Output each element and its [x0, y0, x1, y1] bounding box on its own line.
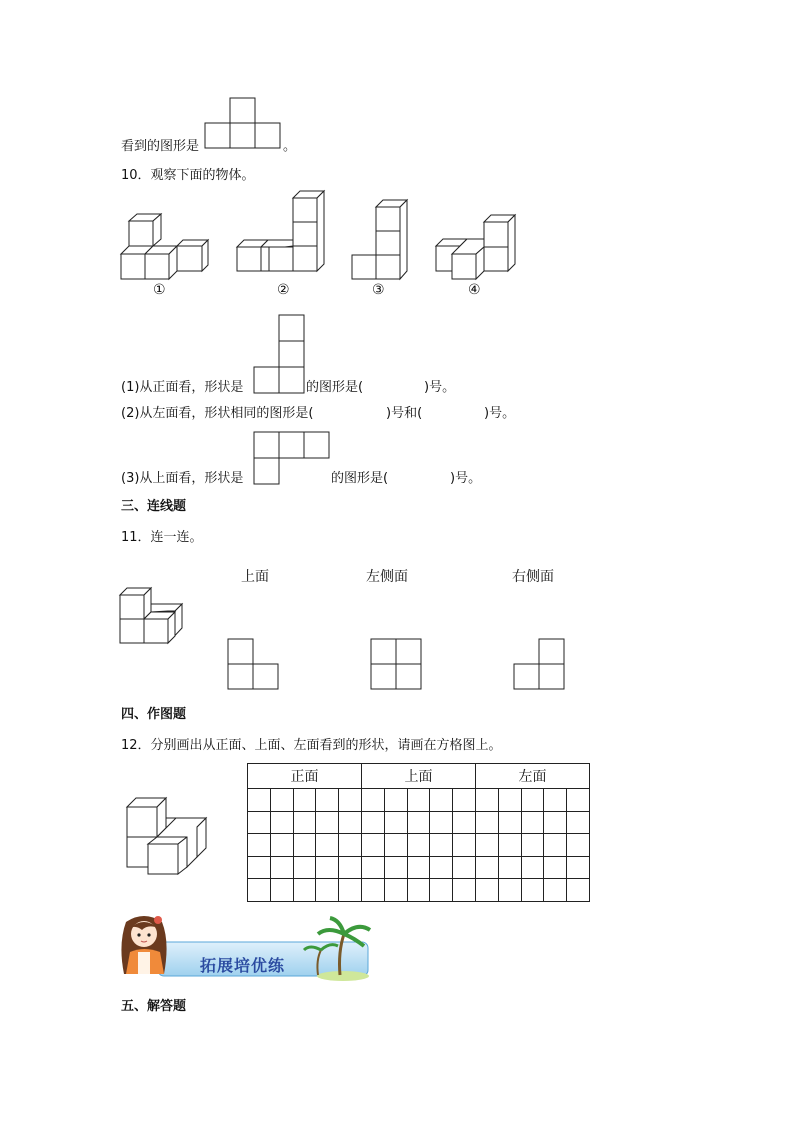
answer-line-suffix: 。	[283, 139, 297, 154]
object-2-cubes	[234, 189, 329, 281]
q10-sub1-suffix: 的图形是(	[306, 380, 364, 395]
q11-view-shape-2	[370, 638, 424, 692]
grid-row	[248, 789, 590, 812]
question-12-title: 12．分别画出从正面、上面、左面看到的形状，请画在方格图上。	[121, 738, 502, 753]
top-view-shape-q10-3	[253, 431, 333, 487]
object-4-cubes	[434, 213, 520, 281]
q11-header-right: 右侧面	[512, 569, 554, 585]
q10-sub3-suffix: 的图形是(	[331, 471, 389, 486]
q11-object-cubes	[118, 585, 188, 645]
front-view-shape-q10-1	[253, 314, 309, 396]
q10-sub2-end: )号。	[484, 406, 516, 421]
front-view-shape-top	[204, 97, 284, 151]
section-4-heading: 四、作图题	[121, 707, 187, 722]
q12-object-cubes	[124, 796, 210, 878]
q10-sub2-prefix: (2)从左面看，形状相同的图形是(	[121, 406, 314, 421]
grid-header-left: 左面	[475, 764, 589, 789]
grid-header-front: 正面	[248, 764, 362, 789]
question-10-title: 10．观察下面的物体。	[121, 168, 255, 183]
q11-header-left: 左侧面	[366, 569, 408, 585]
q10-sub3-prefix: (3)从上面看，形状是	[121, 471, 244, 486]
q10-sub1-end: )号。	[424, 380, 456, 395]
grid-row	[248, 856, 590, 879]
object-1-label: ①	[153, 282, 166, 298]
grid-row	[248, 811, 590, 834]
section-5-heading: 五、解答题	[121, 999, 187, 1014]
object-1-cubes	[118, 213, 213, 281]
q11-view-shape-3	[513, 638, 567, 692]
q11-view-shape-1	[227, 638, 281, 692]
object-2-label: ②	[277, 282, 290, 298]
q12-drawing-grid[interactable]	[247, 763, 590, 902]
grid-row	[248, 834, 590, 857]
section-3-heading: 三、连线题	[121, 499, 187, 514]
q10-sub1-prefix: (1)从正面看，形状是	[121, 380, 244, 395]
extension-banner-title: 拓展培优练	[200, 956, 286, 975]
object-3-cubes	[350, 197, 412, 281]
q10-sub2-mid: )号和(	[386, 406, 423, 421]
q10-sub3-end: )号。	[450, 471, 482, 486]
question-11-title: 11．连一连。	[121, 530, 203, 545]
object-3-label: ③	[372, 282, 385, 298]
answer-line-prefix: 看到的图形是	[121, 139, 200, 154]
object-4-label: ④	[468, 282, 481, 298]
q11-header-top: 上面	[241, 569, 269, 585]
grid-header-top: 上面	[361, 764, 475, 789]
grid-row	[248, 879, 590, 902]
